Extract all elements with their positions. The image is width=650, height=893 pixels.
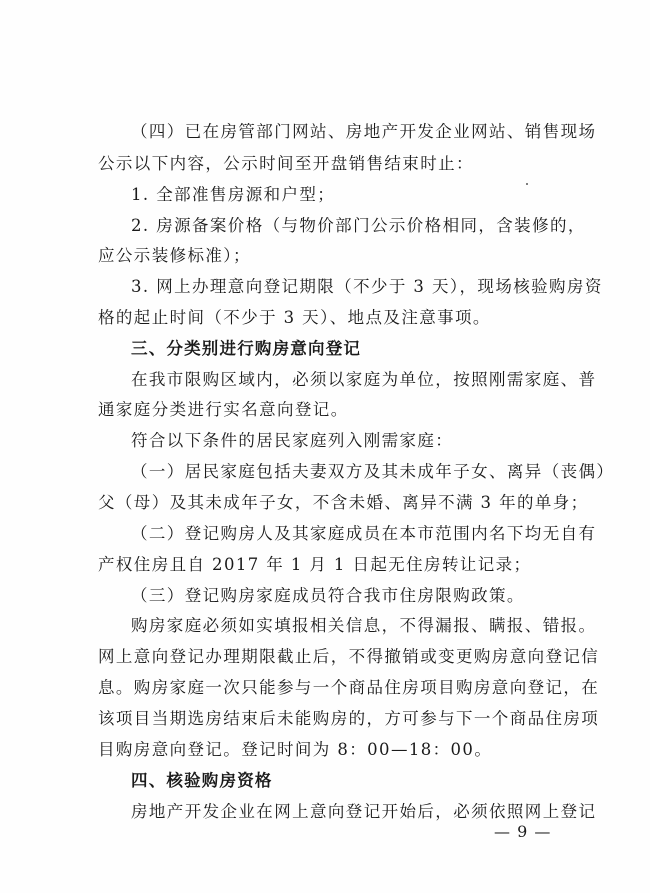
paragraph-line: 公示以下内容，公示时间至开盘销售结束时止： <box>98 154 474 173</box>
list-item: 3. 网上办理意向登记期限（不少于 3 天），现场核验购房资 <box>131 277 603 296</box>
paragraph-line: 符合以下条件的居民家庭列入刚需家庭： <box>131 431 454 450</box>
paragraph-line: 父（母）及其未成年子女，不含未婚、离异不满 3 年的单身； <box>98 493 589 512</box>
list-item: 1. 全部准售房源和户型； <box>131 185 336 204</box>
paragraph-line: 产权住房且自 2017 年 1 月 1 日起无住房转让记录； <box>98 555 532 574</box>
paragraph-line: 通家庭分类进行实名意向登记。 <box>98 400 349 419</box>
paragraph-line: 在我市限购区域内，必须以家庭为单位，按照刚需家庭、普 <box>131 370 597 389</box>
section-heading: 四、核验购房资格 <box>131 771 273 790</box>
paragraph-line: 房地产开发企业在网上意向登记开始后，必须依照网上登记 <box>131 802 597 821</box>
list-item: 2. 房源备案价格（与物价部门公示价格相同，含装修的， <box>131 216 586 235</box>
paragraph-line: 应公示装修标准）； <box>98 246 251 265</box>
paragraph-line: 该项目当期选房结束后未能购房的，方可参与下一个商品住房项 <box>98 709 600 728</box>
paragraph-line: （四）已在房管部门网站、房地产开发企业网站、销售现场 <box>131 122 597 141</box>
paragraph-line: 目购房意向登记。登记时间为 8：00—18：00。 <box>98 740 493 759</box>
section-heading: 三、分类别进行购房意向登记 <box>131 339 362 358</box>
paragraph-line: 网上意向登记办理期限截止后，不得撤销或变更购房意向登记信 <box>98 647 600 666</box>
paragraph-line: 格的起止时间（不少于 3 天）、地点及注意事项。 <box>98 308 491 327</box>
page-number: — 9 — <box>494 822 552 841</box>
paragraph-line: 息。购房家庭一次只能参与一个商品住房项目购房意向登记，在 <box>98 678 600 697</box>
list-item: （三）登记购房家庭成员符合我市住房限购政策。 <box>131 586 525 605</box>
scan-speck <box>526 183 528 185</box>
list-item: （一）居民家庭包括夫妻双方及其未成年子女、离异（丧偶） <box>131 462 615 481</box>
paragraph-line: 购房家庭必须如实填报相关信息，不得漏报、瞒报、错报。 <box>131 616 597 635</box>
list-item: （二）登记购房人及其家庭成员在本市范围内名下均无自有 <box>131 524 597 543</box>
